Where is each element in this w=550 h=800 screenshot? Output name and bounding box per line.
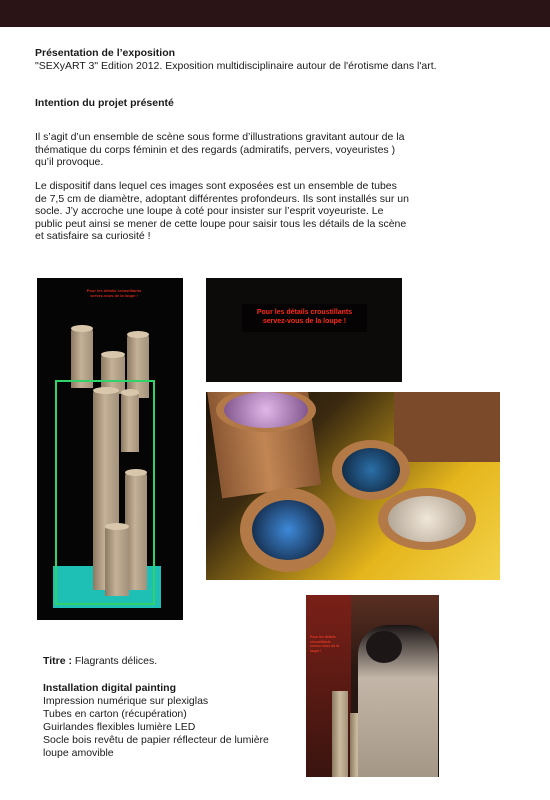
title-value: Flagrants délices. (71, 655, 158, 667)
sign-line-2: servez-vous de la loupe ! (262, 318, 347, 325)
sign-photo (206, 278, 402, 382)
sign-text (242, 308, 367, 326)
technique-heading: Installation digital painting (43, 682, 176, 694)
installation-sign-line-2: servez-vous de la loupe ! (90, 293, 138, 298)
material-item: Impression numérique sur plexiglas (43, 695, 209, 707)
material-item: Socle bois revêtu de papier réflecteur de lumière (43, 734, 269, 746)
tube (332, 691, 348, 777)
intention-heading: Intention du projet présenté (35, 97, 174, 109)
top-banner (0, 0, 550, 27)
installation-sign-line-1: Pour les détails croustillants (86, 288, 142, 293)
tube-opening (240, 488, 336, 572)
visitor-sign-line-1: Pour les détails croustillants (310, 635, 336, 644)
sign-line-1: Pour les détails croustillants (256, 309, 353, 316)
title-label: Titre : (43, 655, 72, 667)
material-item: Guirlandes flexibles lumière LED (43, 721, 196, 733)
visitor-sign (310, 635, 348, 653)
visitor-head (366, 631, 402, 663)
exhibition-description: "SEXyART 3" Edition 2012. Exposition multidisciplinaire autour de l'érotisme dans l'art. (35, 60, 437, 72)
tube-opening (378, 488, 476, 550)
tube-body (394, 392, 500, 462)
tube-openings-photo (206, 392, 500, 580)
intention-paragraph-2: Le dispositif dans lequel ces images sont exposées est un ensemble de tubes de 7,5 cm de diamètre, adoptant différentes profondeurs. Ils sont installés sur un socle. J’y accroche une loupe à coté pour insister sur l’esprit voyeuriste. Le public peut ainsi se mener de cette loupe pour saisir tous les détails de la scène et satisfaire sa curiosité ! (35, 180, 409, 243)
material-item: Tubes en carton (récupération) (43, 708, 187, 720)
visitor-sign-line-2: servez-vous de la loupe ! (310, 644, 340, 653)
artwork-title (43, 655, 157, 668)
visitor-photo (306, 595, 439, 777)
plexiglas-case (55, 380, 155, 605)
presentation-heading: Présentation de l’exposition (35, 47, 176, 59)
intention-paragraph-1: Il s’agit d’un ensemble de scène sous forme d’illustrations gravitant autour de la thématique du corps féminin et des regards (admiratifs, pervers, voyeuristes ) qu’il provoque. (35, 131, 405, 169)
installation-sign (79, 288, 149, 298)
material-item: loupe amovible (43, 747, 114, 759)
installation-photo (37, 278, 183, 620)
tube-opening (332, 440, 410, 500)
tube (71, 328, 93, 388)
